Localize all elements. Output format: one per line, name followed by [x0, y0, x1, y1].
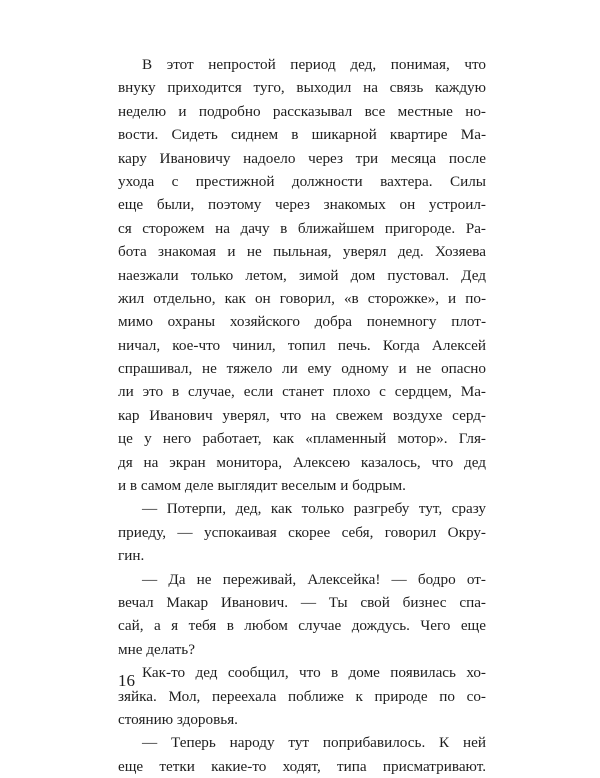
- text-line: вости. Сидеть сиднем в шикарной квартире Ма-: [118, 126, 486, 144]
- text-line: зяйка. Мол, переехала поближе к природе по со-: [118, 687, 486, 705]
- text-line: кар Иванович уверял, что на свежем воздухе серд-: [118, 406, 486, 424]
- text-line: мне делать?: [118, 640, 195, 658]
- text-line: сай, а я тебя в любом случае дождусь. Чего еще: [118, 617, 486, 635]
- text-line: гин.: [118, 547, 145, 565]
- text-line: — Потерпи, дед, как только разгребу тут, сразу: [142, 500, 486, 518]
- text-line: ухода с престижной должности вахтера. Силы: [118, 172, 486, 190]
- page-text: [118, 53, 486, 778]
- text-line: кару Ивановичу надоело через три месяца после: [118, 149, 486, 167]
- text-line: дя на экран монитора, Алексею казалось, что дед: [118, 453, 486, 471]
- text-line: мимо охраны хозяйского добра понемногу плот-: [118, 313, 486, 331]
- text-line: ли это в случае, если станет плохо с сердцем, Ма-: [118, 383, 486, 401]
- text-line: ничал, кое-что чинил, топил печь. Когда Алексей: [118, 336, 486, 354]
- text-line: внуку приходится туго, выходил на связь каждую: [118, 79, 486, 97]
- text-line: — Да не переживай, Алексейка! — бодро от-: [142, 570, 486, 588]
- page-number: 16: [118, 671, 135, 690]
- text-line: — Теперь народу тут поприбавилось. К ней: [142, 734, 486, 752]
- text-line: вечал Макар Иванович. — Ты свой бизнес спа-: [118, 593, 486, 611]
- text-line: приеду, — успокаивая скорее себя, говорил Окру-: [118, 523, 486, 541]
- text-line: бота знакомая и не пыльная, уверял дед. Хозяева: [118, 243, 486, 261]
- text-line: еще тетки какие-то ходят, типа присматривают.: [118, 757, 486, 775]
- text-line: ся сторожем на дачу в ближайшем пригороде. Ра-: [118, 219, 486, 237]
- text-line: еще были, поэтому через знакомых он устроил-: [118, 196, 486, 214]
- text-line: В этот непростой период дед, понимая, что: [142, 56, 486, 73]
- text-line: стоянию здоровья.: [118, 710, 238, 728]
- text-line: неделю и подробно рассказывал все местные но-: [118, 102, 486, 120]
- text-line: жил отдельно, как он говорил, «в сторожке», и по-: [118, 289, 486, 307]
- text-line: Как-то дед сообщил, что в доме появилась хо-: [142, 664, 486, 682]
- text-line: спрашивал, не тяжело ли ему одному и не опасно: [118, 360, 486, 378]
- text-line: наезжали только летом, зимой дом пустовал. Дед: [118, 266, 486, 284]
- text-line: и в самом деле выглядит веселым и бодрым.: [118, 477, 406, 495]
- text-line: це у него работает, как «пламенный мотор». Гля-: [118, 430, 486, 448]
